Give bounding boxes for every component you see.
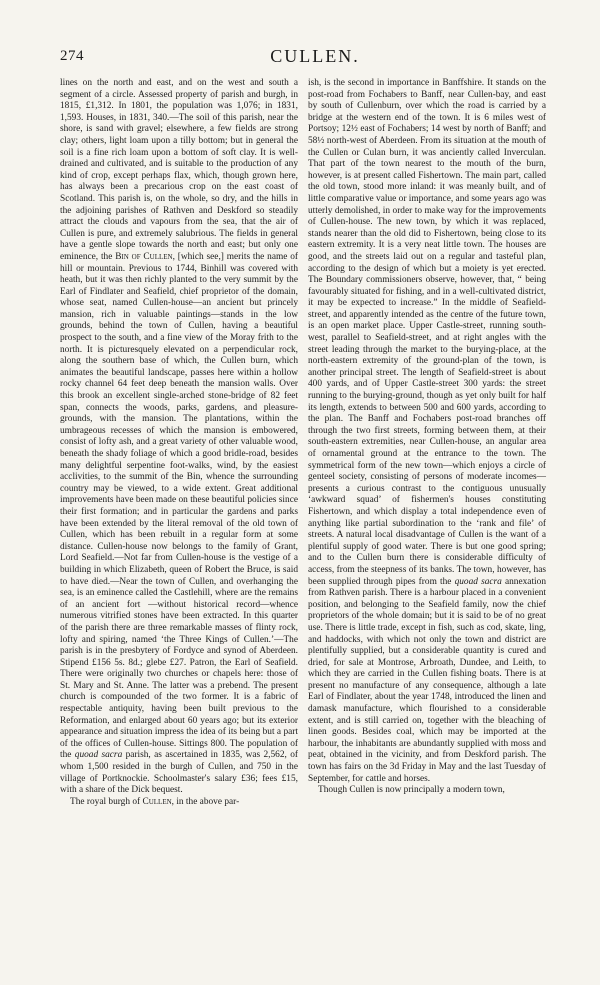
right-paragraph-1: ish, is the second in importance in Banffshire. It stands on the post-road from Fochabers to Banff, near Cullen-bay, and east by south of Cullenburn, over which the road is carried by a bridge at the western end of the town. It is 6 miles west of Portsoy; 12½ east of Fochabers; 14 west by north of Banff; and 58½ north-west of Aberdeen. From its situation at the mouth of the Cullen or Culan burn, it was anciently called Inverculan. That part of the town nearest to the mouth of the burn, however, is at present called Fishertown. The main part, called the old town, stood more inland: it was meanly built, and of little comparative value or importance, and some years ago was utterly demolished, in order to make way for the improvements of Cullen-house. The new town, by which it was replaced, stands nearer than the old did to Fishertown, being close to its eastern extremity. It is a very neat little town. The houses are good, and the streets laid out on a regular and tasteful plan, according to the design of which but a moiety is yet erected. The Boundary commissioners observe, however, that, “ being favourably situated for fishing, and in a well-cultivated district, it may be expected to increase.” In the middle of Seafield-street, and apparently intended as the centre of the future town, is an open market place. Upper Castle-street, running south-west, parallel to Seafield-street, and at right angles with the street leading through the market to the burying-place, at the north-eastern extremity of the ground-plan of the town, is another principal street. The length of Seafield-street is about 400 yards, and of Upper Castle-street 300 yards: the street running to the burying-ground, though as yet only built for half its length, extends to between 500 and 600 yards, according to the plan. The Banff and Fochabers post-road branches off through the two first streets, forming between them, at their south-eastern extremities, near Cullen-house, an angular area of ornamental ground at the entrance to the town. The symmetrical form of the new town—which enjoys a circle of genteel society, consisting of persons of moderate incomes—presents a curious contrast to the contiguous unusually ‘awkward squad’ of fishermen's houses constituting Fishertown, and which display a total independence even of anything like partial subordination to the ‘rank and file’ of streets. A natural local disadvantage of Cullen is the want of a plentiful supply of good water. There is but one good spring; and to the Cullen burn there is considerable difficulty of access, from the steepness of its banks. The town, however, has been supplied through pipes from the quoad sacra annexation from Rathven parish. There is a harbour placed in a convenient position, and belonging to the Seafield family, now the chief proprietors of the whole domain; but it is said to be of no great use. There is little trade, except in fish, such as cod, skate, ling, and haddocks, with which not only the town and district are plentifully supplied, but a considerable quantity is cured and dried, for sale at Montrose, Arbroath, Dundee, and Leith, to which they are carried in the Cullen fishing boats. There is at present no manufacture of any consequence, although a late Earl of Findlater, about the year 1748, introduced the linen and damask manufacture, which flourished to a considerable extent, and is still carried on, together with the bleaching of linen goods. Besides coal, which may be imported at the harbour, the inhabitants are abundantly supplied with moss and peat, obtained in the vicinity, and from Deskford parish. The town has fairs on the 3d Friday in May and the last Tuesday of September, for cattle and horses. [308,78,546,784]
italic-term: quoad sacra [454,576,502,587]
italic-term: quoad sacra [74,750,123,761]
left-paragraph-2: The royal burgh of Cullen, in the above par- [70,796,240,807]
small-caps-term: Bin of Cullen [115,251,173,262]
left-paragraph-1: lines on the north and east, and on the west and south a segment of a circle. Assessed property of parish and burgh, in 1815, £1,312. In 1801, the population was 1,076; in 1831, 1,593. Houses, in 1831, 340.—The soil of this parish, near the shore, is sand with gravel; elsewhere, a few fields are strong clay; others, light loam upon a tilly bottom; but in general the soil is a fine rich loam upon a bottom of soft clay. It is well-drained and cultivated, and is suitable to the production of any kind of crop, except perhaps flax, which, though grown here, has always been a precarious crop on the east coast of Scotland. This parish is, on the whole, so dry, and the hills in the adjoining parishes of Rathven and Deskford so steadily attract the clouds and vapours from the sea, that the air of Cullen is pure, and extremely salubrious. The fields in general have a gentle slope towards the north and east; but only one eminence, the Bin of Cullen, [which see,] merits the name of hill or mountain. Previous to 1744, Binhill was covered with heath, but it was then richly planted to the very summit by the Earl of Findlater and Seafield, chief proprietor of the domain, whose seat, named Cullen-house—an ancient but princely mansion, rich in valuable paintings—stands in the low grounds, behind the town of Cullen, having a beautiful prospect to the south, and a fine view of the Moray frith to the north. It is picturesquely elevated on a perpendicular rock, along the southern base of which, the Cullen burn, which animates the beautiful landscape, passes here within a hollow rocky channel 64 feet deep beneath the mansion walls. Over this brook an excellent single-arched stone-bridge of 82 feet span, connects the woods, parks, gardens, and pleasure-grounds, with the mansion. The plantations, within the umbrageous recesses of which the mansion is embowered, consist of lofty ash, and a great variety of other valuable wood, beneath the shady foliage of which a good bridle-road, besides many delightful serpentine foot-walks, wind, by the easiest acclivities, to the summit of the Bin, whence the surrounding country may be viewed, to a wide extent. Great additional improvements have been made on these beautiful policies since their first formation; and in particular the gardens and parks have been extended by the literal removal of the old town of Cullen, which has been rebuilt in a regular form at some distance. Cullen-house now belongs to the family of Grant, Lord Seafield.—Not far from Cullen-house is the vestige of a building in which Elizabeth, queen of Robert the Bruce, is said to have died.—Near the town of Cullen, and overhanging the sea, is an eminence called the Castlehill, where are the remains of an ancient fort —without historical record—whence numerous vitrified stones have been extracted. In this quarter of the parish there are three remarkable masses of flinty rock, lofty and spiring, named ‘the Three Kings of Cullen.’—The parish is in the presbytery of Fordyce and synod of Aberdeen. Stipend £156 5s. 8d.; glebe £27. Patron, the Earl of Seafield. There were originally two churches or chapels here: those of St. Mary and St. Anne. The latter was a prebend. The present church is compounded of the two former. It is a fabric of respectable antiquity, having been built previous to the Reformation, and enlarged about 60 years ago; but its exterior appearance and situation impress the idea of its being but a part of the offices of Cullen-house. Sittings 800. The population of the quoad sacra parish, as ascertained in 1835, was 2,562, of whom 1,500 resided in the burgh of Cullen, and 750 in the village of Portknockie. Schoolmaster's salary £36; fees £15, with a share of the Dick bequest. [60,78,298,796]
page-number: 274 [60,48,84,64]
page-header [60,48,570,72]
left-column [60,78,298,808]
right-paragraph-2: Though Cullen is now principally a modern town, [318,785,505,796]
small-caps-term: Cullen [142,796,172,807]
right-column [308,78,546,797]
running-head: CULLEN. [270,46,360,66]
